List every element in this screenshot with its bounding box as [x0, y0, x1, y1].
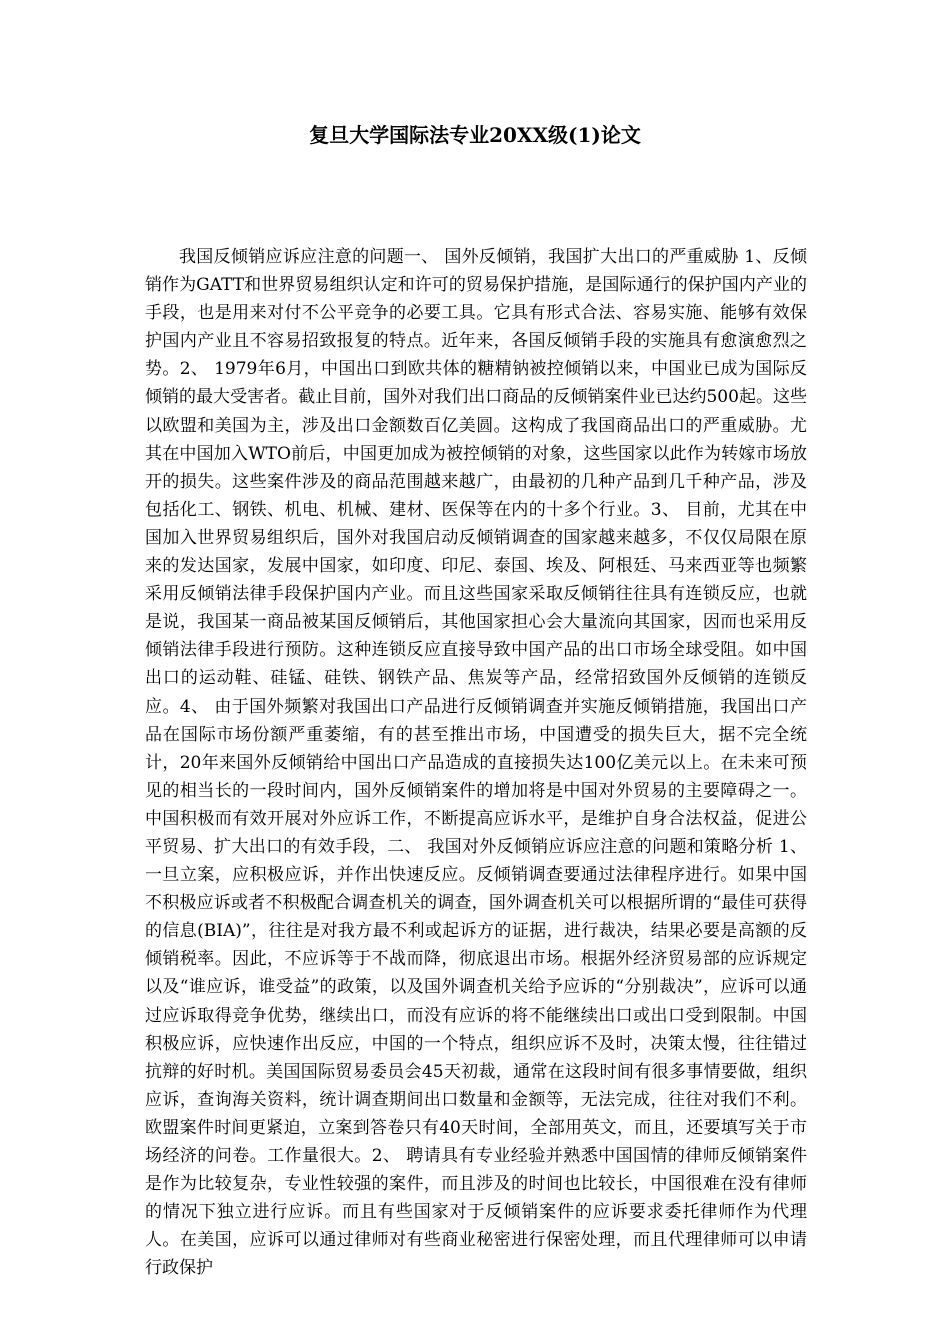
document-title: 复旦大学国际法专业20XX级(1)论文 [309, 123, 641, 147]
body-paragraph: 我国反倾销应诉应注意的问题一、 国外反倾销，我国扩大出口的严重威胁 1、反倾销作为GATT和世界贸易组织认定和许可的贸易保护措施，是国际通行的保护国内产业的手段，也是用来对付不公平竞争的必要工具。它具有形式合法、容易实施、能够有效保护国内产业且不容易招致报复的特点。近年来，各国反倾销手段的实施具有愈演愈烈之势。2、 1979年6月，中国出口到欧共体的糖精钠被控倾销以来，中国业已成为国际反倾销的最大受害者。截止目前，国外对我们出口商品的反倾销案件业已达约500起。这些以欧盟和美国为主，涉及出口金额数百亿美圆。这构成了我国商品出口的严重威胁。尤其在中国加入WTO前后，中国更加成为被控倾销的对象，这些国家以此作为转嫁市场放开的损失。这些案件涉及的商品范围越来越广，由最初的几种产品到几千种产品，涉及包括化工、钢铁、机电、机械、建材、医保等在内的十多个行业。3、 目前，尤其在中国加入世界贸易组织后，国外对我国启动反倾销调查的国家越来越多，不仅仅局限在原来的发达国家，发展中国家，如印度、印尼、泰国、埃及、阿根廷、马来西亚等也频繁采用反倾销法律手段保护国内产业。而且这些国家采取反倾销往往具有连锁反应，也就是说，我国某一商品被某国反倾销后，其他国家担心会大量流向其国家，因而也采用反倾销法律手段进行预防。这种连锁反应直接导致中国产品的出口市场全球受阻。如中国出口的运动鞋、硅锰、硅铁、钢铁产品、焦炭等产品，经常招致国外反倾销的连锁反应。4、 由于国外频繁对我国出口产品进行反倾销调查并实施反倾销措施，我国出口产品在国际市场份额严重萎缩，有的甚至推出市场，中国遭受的损失巨大，据不完全统计，20年来国外反倾销给中国出口产品造成的直接损失达100亿美元以上。在未来可预见的相当长的一段时间内，国外反倾销案件的增加将是中国对外贸易的主要障碍之一。中国积极而有效开展对外应诉工作，不断提高应诉水平，是维护自身合法权益，促进公平贸易、扩大出口的有效手段，二、 我国对外反倾销应诉应注意的问题和策略分析 1、 一旦立案，应积极应诉，并作出快速反应。反倾销调查要通过法律程序进行。如果中国不积极应诉或者不积极配合调查机关的调查，国外调查机关可以根据所谓的“最佳可获得的信息(BIA)”，往往是对我方最不利或起诉方的证据，进行裁决，结果必要是高额的反倾销税率。因此，不应诉等于不战而降，彻底退出市场。根据外经济贸易部的应诉规定以及“谁应诉，谁受益”的政策，以及国外调查机关给予应诉的“分别裁决”，应诉可以通过应诉取得竞争优势，继续出口，而没有应诉的将不能继续出口或出口受到限制。中国积极应诉，应快速作出反应，中国的一个特点，组织应诉不及时，决策太慢，往往错过抗辩的好时机。美国国际贸易委员会45天初裁，通常在这段时间有很多事情要做，组织应诉，查询海关资料，统计调查期间出口数量和金额等，无法完成，往往对我们不利。欧盟案件时间更紧迫，立案到答卷只有40天时间，全部用英文，而且，还要填写关于市场经济的问卷。工作量很大。2、 聘请具有专业经验并熟悉中国国情的律师反倾销案件是作为比较复杂，专业性较强的案件，而且涉及的时间也比较长，中国很难在没有律师的情况下独立进行应诉。而且有些国家对于反倾销案件的应诉要求委托律师作为代理人。在美国，应诉可以通过律师对有些商业秘密进行保密处理，而且代理律师可以申请行政保护 [145, 247, 807, 1279]
